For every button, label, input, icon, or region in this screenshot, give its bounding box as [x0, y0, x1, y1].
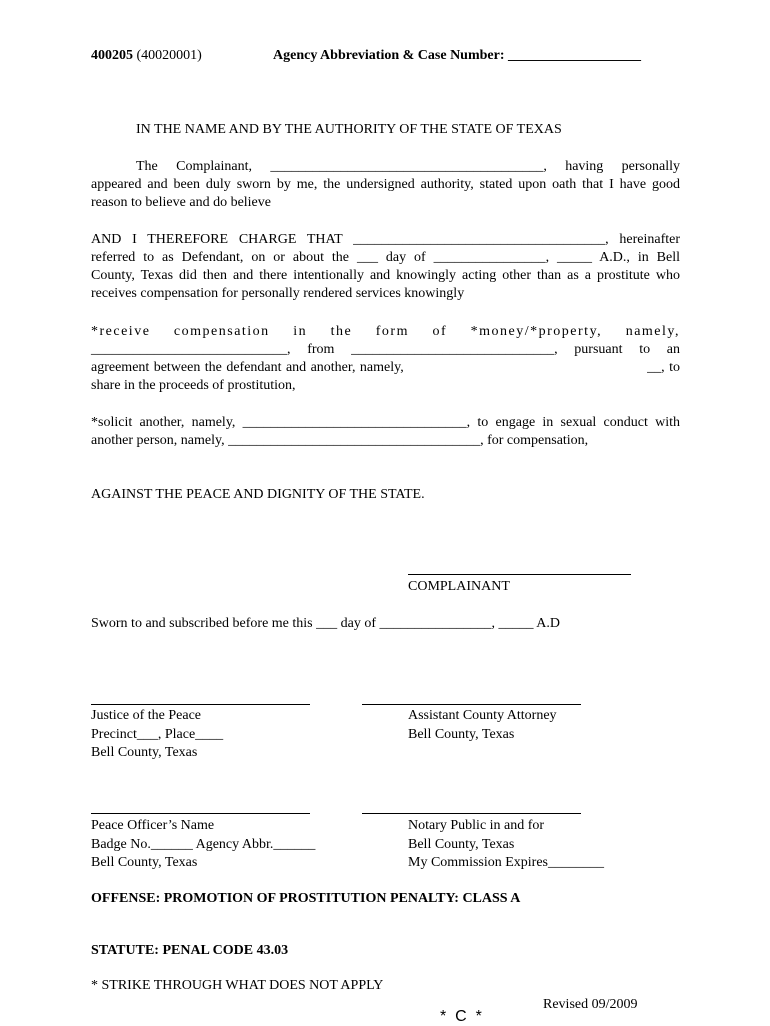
footer-mark: * C *	[440, 1008, 482, 1025]
complainant-paragraph	[91, 158, 680, 212]
paragraph-line: AND I THEREFORE CHARGE THAT ____________________________________, hereinafter	[91, 232, 680, 247]
receive-paragraph	[91, 323, 680, 395]
paragraph-line: receives compensation for personally rendered services knowingly	[91, 286, 465, 301]
paragraph-line: reason to believe and do believe	[91, 195, 271, 210]
paragraph-line: referred to as Defendant, on or about the ___ day of ________________, _____ A.D., in Bell	[91, 250, 680, 265]
revised-date: Revised 09/2009	[543, 997, 638, 1012]
complainant-label: COMPLAINANT	[408, 579, 510, 594]
paragraph-line: agreement between the defendant and another, namely, __, to	[91, 360, 680, 375]
notary-title: Notary Public in and for	[408, 818, 545, 833]
officer-signature-line	[91, 813, 310, 814]
complainant-signature-line	[408, 574, 631, 575]
sworn-line: Sworn to and subscribed before me this ___ day of ________________, _____ A.D	[91, 616, 560, 631]
paragraph-line: County, Texas did then and there intentionally and knowingly acting other than as a prostitute who	[91, 268, 680, 283]
paragraph-line: another person, namely, ____________________________________, for compensation,	[91, 433, 589, 448]
paragraph-line: *receive compensation in the form of *money/*property, namely,	[91, 324, 680, 339]
against-peace-line: AGAINST THE PEACE AND DIGNITY OF THE STATE.	[91, 487, 425, 502]
notary-commission: My Commission Expires________	[408, 855, 605, 870]
form-code: (40020001)	[136, 48, 202, 63]
strike-through-note: * STRIKE THROUGH WHAT DOES NOT APPLY	[91, 978, 384, 993]
form-header	[91, 48, 202, 64]
justice-signature-line	[91, 704, 310, 705]
justice-block	[91, 707, 223, 763]
solicit-paragraph	[91, 414, 680, 450]
officer-badge: Badge No.______ Agency Abbr.______	[91, 836, 316, 852]
paragraph-line: *solicit another, namely, ________________________________, to engage in sexual conduct with	[91, 415, 680, 430]
officer-block	[91, 817, 315, 873]
paragraph-line: The Complainant, _______________________________________, having personally	[136, 159, 680, 174]
statute-line: STATUTE: PENAL CODE 43.03	[91, 943, 289, 958]
notary-signature-line	[362, 813, 581, 814]
attorney-signature-line	[362, 704, 581, 705]
attorney-county: Bell County, Texas	[408, 726, 515, 742]
officer-name: Peace Officer’s Name	[91, 818, 215, 833]
officer-county: Bell County, Texas	[91, 855, 198, 870]
paragraph-line: ____________________________, from _____________________________, pursuant to an	[91, 342, 680, 357]
authority-line: IN THE NAME AND BY THE AUTHORITY OF THE STATE OF TEXAS	[136, 122, 562, 137]
offense-line: OFFENSE: PROMOTION OF PROSTITUTION PENALTY: CLASS A	[91, 891, 521, 906]
justice-precinct: Precinct___, Place____	[91, 726, 224, 742]
notary-block	[408, 817, 604, 873]
form-id: 400205	[91, 48, 133, 63]
charge-paragraph	[91, 231, 680, 303]
attorney-title: Assistant County Attorney	[408, 708, 557, 723]
paragraph-line: share in the proceeds of prostitution,	[91, 378, 296, 393]
notary-county: Bell County, Texas	[408, 836, 515, 852]
paragraph-line: appeared and been duly sworn by me, the undersigned authority, stated upon oath that I have good	[91, 177, 680, 192]
attorney-block	[408, 707, 557, 744]
justice-title: Justice of the Peace	[91, 708, 202, 723]
justice-county: Bell County, Texas	[91, 745, 198, 760]
agency-case-number-label: Agency Abbreviation & Case Number: ___________________	[273, 48, 642, 63]
